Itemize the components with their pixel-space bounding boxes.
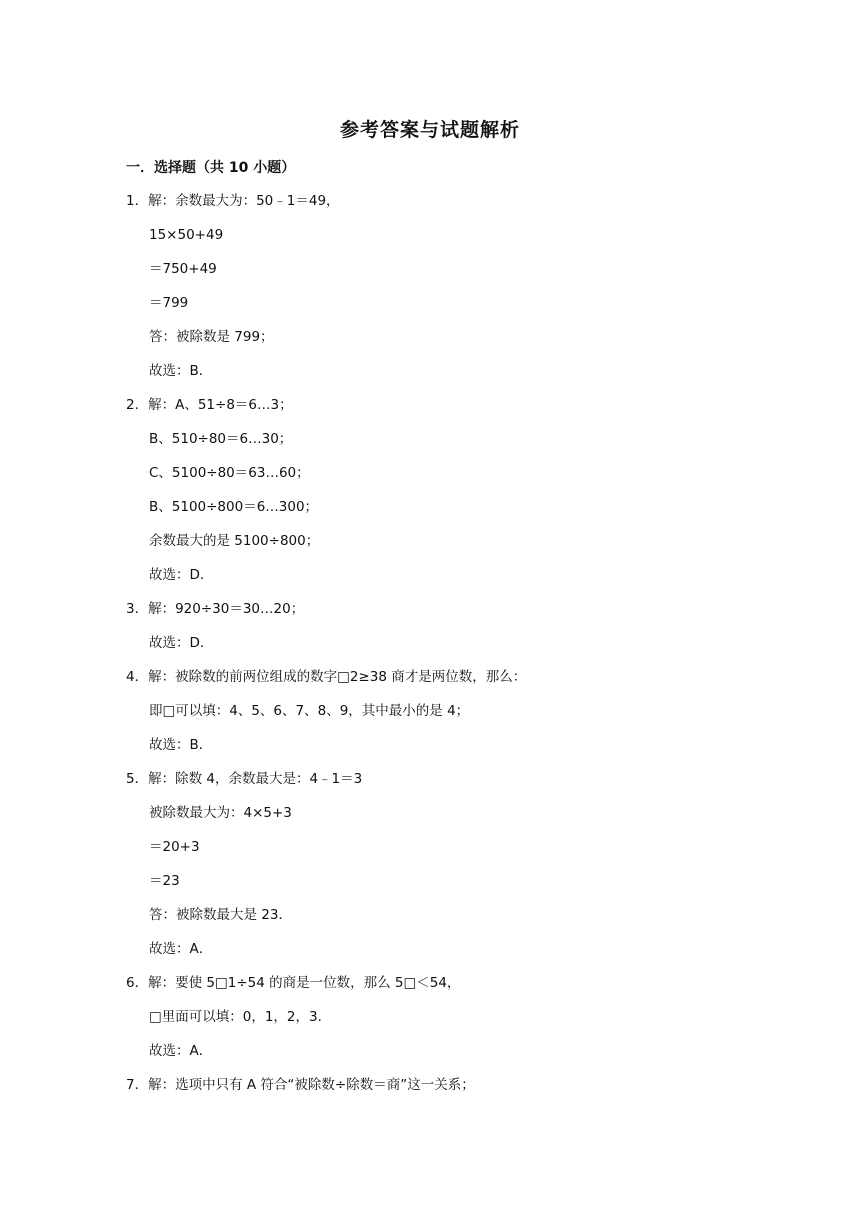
answer-line: B、5100÷800＝6…300； (149, 499, 319, 515)
section-heading: 一．选择题（共 10 小题） (126, 160, 296, 176)
answer-line: 故选：B． (149, 737, 213, 753)
answer-line: B、510÷80＝6…30； (149, 431, 293, 447)
answer-line: 答：被除数是 799； (149, 329, 274, 345)
answer-line: C、5100÷80＝63…60； (149, 465, 310, 481)
answer-line: 2．解：A、51÷8＝6…3； (126, 397, 293, 413)
answer-line: 故选：D． (149, 635, 214, 651)
answer-line: 15×50+49 (149, 227, 224, 243)
answer-line: 3．解：920÷30＝30…20； (126, 601, 305, 617)
answer-line: ＝20+3 (149, 839, 200, 855)
answer-line: 故选：D． (149, 567, 214, 583)
answer-line: 答：被除数最大是 23． (149, 907, 292, 923)
answer-line: 1．解：余数最大为：50﹣1＝49， (126, 193, 340, 209)
answer-line: 被除数最大为：4×5+3 (149, 805, 292, 821)
answer-line: 5．解：除数 4，余数最大是：4﹣1＝3 (126, 771, 363, 787)
answer-line: 即□可以填：4、5、6、7、8、9，其中最小的是 4； (149, 703, 470, 719)
answer-line: 6．解：要使 5□1÷54 的商是一位数，那么 5□＜54， (126, 975, 461, 991)
answer-line: 故选：A． (149, 941, 213, 957)
answer-line: 余数最大的是 5100÷800； (149, 533, 320, 549)
page-title: 参考答案与试题解析 (339, 119, 520, 141)
answer-line: □里面可以填：0，1，2，3． (149, 1009, 332, 1025)
answer-line: 故选：A． (149, 1043, 213, 1059)
answer-line: 7．解：选项中只有 A 符合“被除数÷除数＝商”这一关系； (126, 1077, 475, 1093)
answer-line: ＝23 (149, 873, 180, 889)
answer-content (126, 184, 746, 1102)
answer-line: 故选：B． (149, 363, 213, 379)
answer-line: ＝799 (149, 295, 189, 311)
answer-line: 4．解：被除数的前两位组成的数字□2≥38 商才是两位数，那么： (126, 669, 527, 685)
answer-line: ＝750+49 (149, 261, 217, 277)
